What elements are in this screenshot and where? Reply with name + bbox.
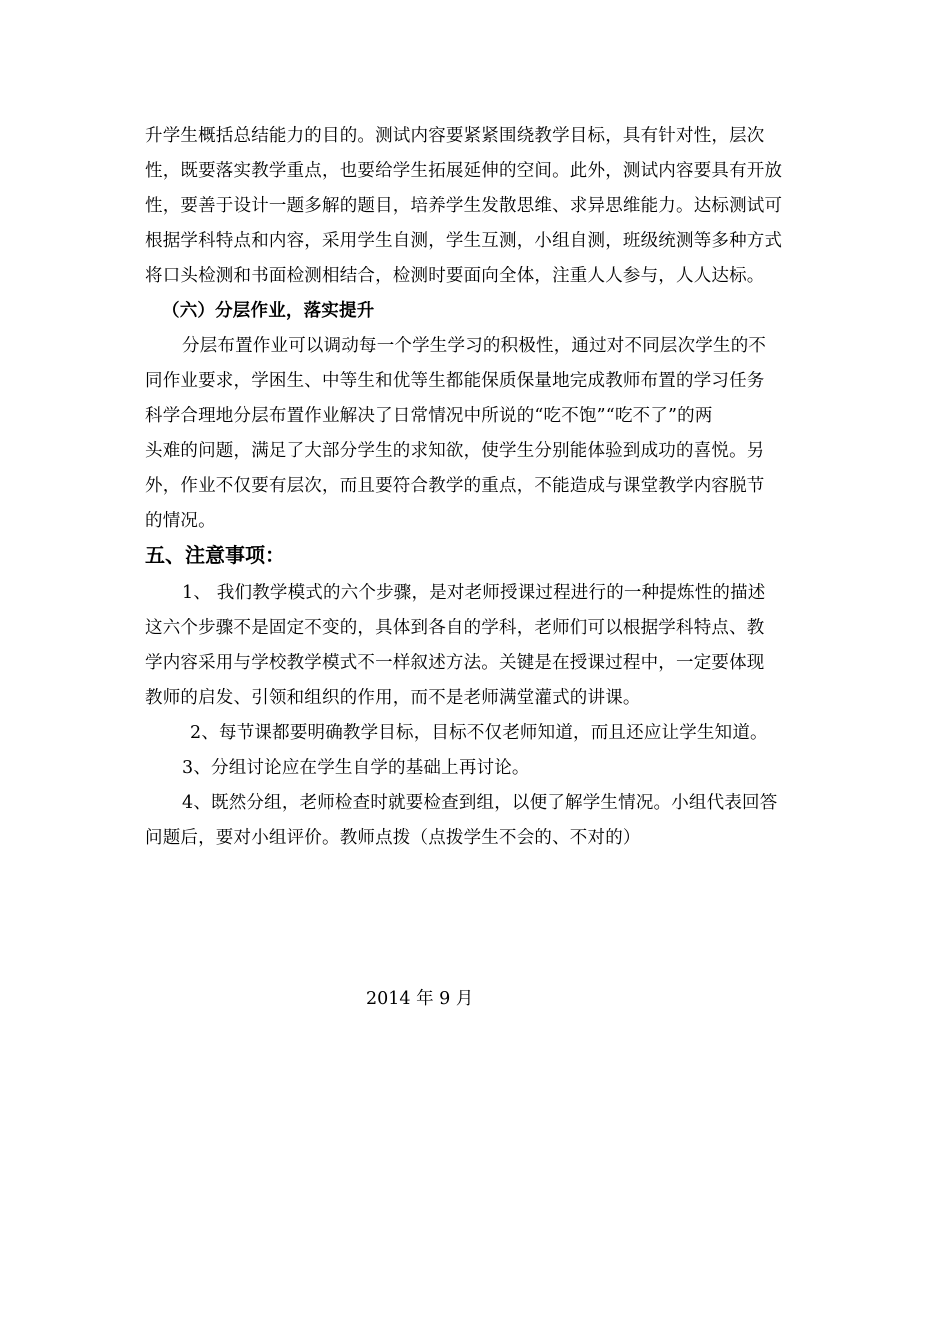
para1-line-5: 将口头检测和书面检测相结合，检测时要面向全体，注重人人参与，人人达标。 bbox=[145, 266, 765, 286]
section6-line-2: 同作业要求，学困生、中等生和优等生都能保质保量地完成教师布置的学习任务 bbox=[145, 371, 765, 391]
para1-line-2: 性，既要落实教学重点，也要给学生拓展延伸的空间。此外，测试内容要具有开放 bbox=[145, 161, 783, 181]
item2-line: 2、每节课都要明确教学目标，目标不仅老师知道，而且还应让学生知道。 bbox=[190, 723, 768, 743]
item1-line-1: 1、 我们教学模式的六个步骤，是对老师授课过程进行的一种提炼性的描述 bbox=[182, 583, 766, 603]
section6-title: （六）分层作业，落实提升 bbox=[162, 301, 375, 321]
section6-line-6: 的情况。 bbox=[145, 511, 216, 531]
para1-line-1: 升学生概括总结能力的目的。测试内容要紧紧围绕教学目标，具有针对性，层次 bbox=[145, 126, 765, 146]
para1-line-3: 性，要善于设计一题多解的题目，培养学生发散思维、求异思维能力。达标测试可 bbox=[145, 196, 783, 216]
section6-line-3: 科学合理地分层布置作业解决了日常情况中所说的“吃不饱”“吃不了”的两 bbox=[145, 406, 713, 426]
item3-line: 3、分组讨论应在学生自学的基础上再讨论。 bbox=[182, 758, 530, 778]
document-date: 2014 年 9 月 bbox=[366, 989, 474, 1009]
section6-line-4: 头难的问题，满足了大部分学生的求知欲，使学生分别能体验到成功的喜悦。另 bbox=[145, 441, 765, 461]
item4-line-2: 问题后，要对小组评价。教师点拨（点拨学生不会的、不对的） bbox=[145, 828, 641, 848]
item1-line-4: 教师的启发、引领和组织的作用，而不是老师满堂灌式的讲课。 bbox=[145, 688, 641, 708]
item4-line-1: 4、既然分组，老师检查时就要检查到组，以便了解学生情况。小组代表回答 bbox=[182, 793, 778, 813]
section6-line-5: 外，作业不仅要有层次，而且要符合教学的重点，不能造成与课堂教学内容脱节 bbox=[145, 476, 765, 496]
para1-line-4: 根据学科特点和内容，采用学生自测，学生互测，小组自测，班级统测等多种方式 bbox=[145, 231, 783, 251]
section5-heading: 五、注意事项： bbox=[145, 543, 285, 567]
item1-line-3: 学内容采用与学校教学模式不一样叙述方法。关键是在授课过程中，一定要体现 bbox=[145, 653, 765, 673]
item1-line-2: 这六个步骤不是固定不变的，具体到各自的学科，老师们可以根据学科特点、教 bbox=[145, 618, 765, 638]
section6-line-1: 分层布置作业可以调动每一个学生学习的积极性，通过对不同层次学生的不 bbox=[182, 336, 767, 356]
